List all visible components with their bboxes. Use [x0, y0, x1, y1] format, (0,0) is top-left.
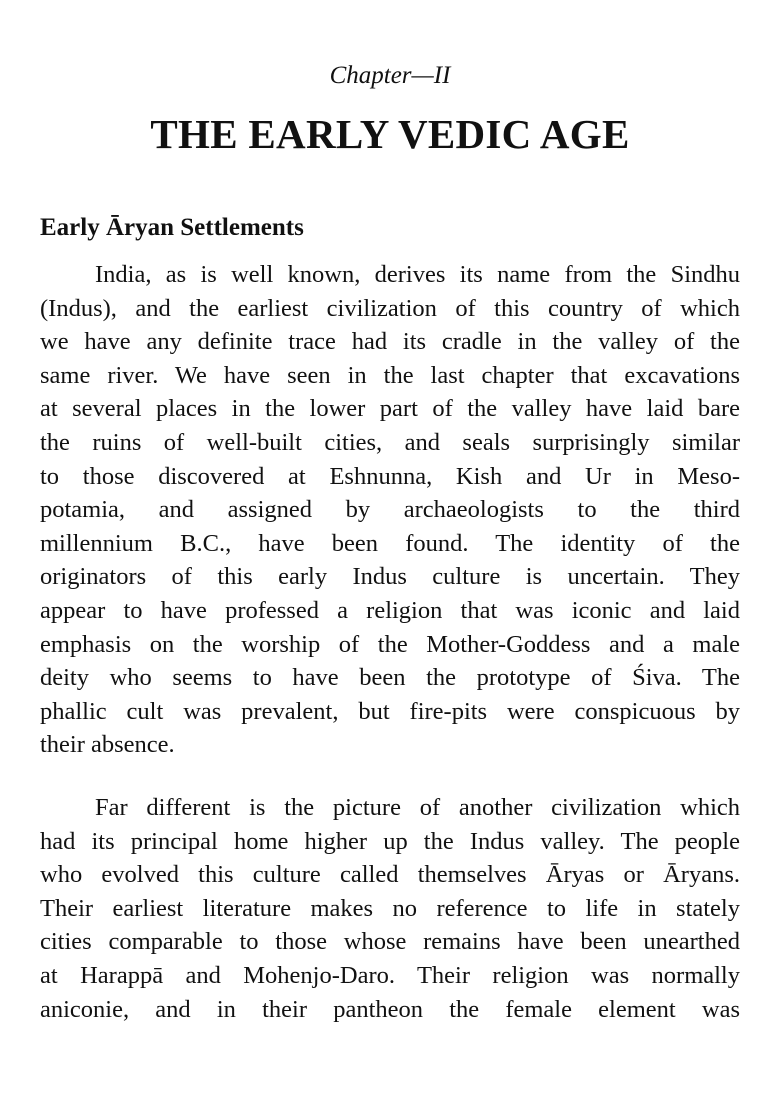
text-line: India, as is well known, derives its name from the Sindhu [95, 261, 740, 288]
text-line: appear to have professed a religion that was iconic and laid [40, 596, 740, 624]
text-line: who evolved this culture called themselves Āryas or Āryans. [40, 861, 740, 889]
section-heading: Early Āryan Settlements [40, 214, 304, 241]
text-line: same river. We have seen in the last chapter that excavations [40, 361, 740, 389]
chapter-label: Chapter—II [329, 62, 451, 89]
text-line: cities comparable to those whose remains have been unearthed [40, 928, 740, 956]
text-line: emphasis on the worship of the Mother-Goddess and a male [40, 630, 740, 658]
paragraph-2 [40, 791, 740, 1026]
text-line: we have any definite trace had its cradle in the valley of the [40, 328, 740, 356]
text-line: Far different is the picture of another civilization which [95, 794, 740, 821]
text-line: millennium B.C., have been found. The identity of the [40, 529, 740, 557]
text-line: deity who seems to have been the prototype of Śiva. The [40, 664, 740, 692]
text-line: originators of this early Indus culture is uncertain. They [40, 563, 740, 591]
text-line: at Harappā and Mohenjo-Daro. Their religion was normally [40, 961, 740, 989]
text-line: Their earliest literature makes no reference to life in stately [40, 894, 740, 922]
text-line: the ruins of well-built cities, and seals surprisingly similar [40, 428, 740, 456]
text-line: to those discovered at Eshnunna, Kish and Ur in Meso- [40, 462, 740, 490]
text-line: at several places in the lower part of the valley have laid bare [40, 395, 740, 423]
text-line: their absence. [40, 731, 175, 759]
text-line: phallic cult was prevalent, but fire-pits were conspicuous by [40, 697, 740, 725]
text-line: had its principal home higher up the Indus valley. The people [40, 827, 740, 855]
paragraph-1 [40, 258, 740, 762]
text-line: potamia, and assigned by archaeologists to the third [40, 496, 740, 524]
text-line: aniconie, and in their pantheon the female element was [40, 995, 740, 1023]
text-line: (Indus), and the earliest civilization of this country of which [40, 294, 740, 322]
chapter-title: THE EARLY VEDIC AGE [150, 111, 630, 157]
